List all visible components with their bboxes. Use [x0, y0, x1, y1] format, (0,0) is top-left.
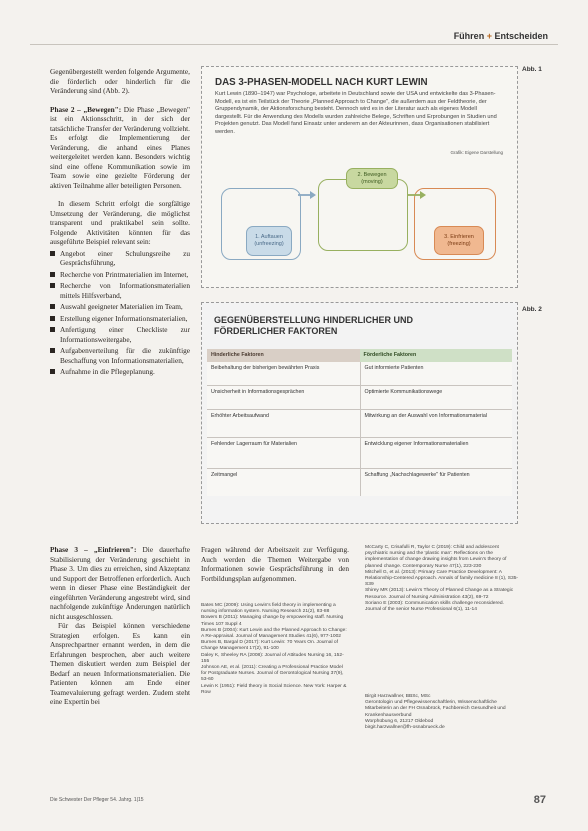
header-foerderliche: Förderliche Faktoren [360, 349, 513, 362]
references-list-2: McCarty C, Crisafulli R, Taylor C (2019): Child and adolescent psychiatric nursing and the 'plastic man': Reflections on the implementation of change drawing insights from Lewin's theory of planned change. Contemporary Nurse 47(1), 223-230 Mitchell G, et al. (2013): Primary Care Practice Development: A Relationship-Centered Approach. Annals of family medicine 8 (1), S35-S39 Shirey MR (2013): Lewin's Theory of Planned Change as a Strategic Resource. Journal of Nursing Administration 43(2), 69-72 Soriano E (2003): Communication skills challenge reconsidered. Journal of the senior Nurse Professional 6(1), 11-14 [365, 545, 519, 613]
table-cell: Zeitmangel [207, 469, 360, 496]
factors-box [201, 302, 518, 524]
header-title: Führen [453, 31, 485, 41]
phase2-box: 2. Bewegen (moving) [346, 168, 398, 189]
author-info: Birgit Harzwallner, BBSc, MSc Gerontologin und Pflegewissenschaftlerin, Wissenschaftliche Mitarbeiterin an der FH Osnabrück, Fachbereich Gesundheit und Krankenhausverbund Worphübung 6, 21217 Oldebod birgit.harzwallner@fh-osnabrueck.de [365, 694, 506, 731]
list-item: Recherche von Printmaterialien im Internet, [50, 270, 190, 280]
figure2-label: Abb. 2 [522, 306, 542, 313]
phase2-text: Die Phase „Bewegen" ist ein Aktionsschritt, in der sich der tatsächliche Transfer der Veränderung vollzieht. Es erfolgt die Implementierung der Veränderung, die anhand eines Planes weitergeleitet werden kann. Besonders wichtig sind eine offene Kommunikation sowie im Team sowie eine gezielte Förderung der aktiven Teilnahme aller beteiligten Personen. [50, 104, 191, 190]
journal-footer: Die Schwester Der Pfleger 54. Jahrg. 1|15 [50, 797, 144, 803]
activities-list [50, 249, 190, 377]
header-hinderliche: Hinderliche Faktoren [207, 349, 360, 362]
phase3-paragraph [50, 545, 190, 621]
list-item: Erstellung eigener Informationsmaterialien, [50, 314, 190, 324]
table-row [207, 362, 512, 386]
arrow-head-icon [420, 191, 426, 199]
table-cell: Schaffung „Nachschlagewerke" für Patienten [360, 469, 513, 496]
header-plus: + [486, 31, 492, 41]
phase1-box: 1. Auftauen (unfreezing) [246, 226, 292, 256]
table-row [207, 469, 512, 496]
figure1-label: Abb. 1 [522, 66, 542, 73]
header-rule [30, 44, 558, 45]
list-item: Aufnahme in die Pflegeplanung. [50, 367, 190, 377]
references-list-1: Bates MC (2009): Using Lewin's field theory in implementing a nursing information system. Nursing Research 21(2), 83-88 Bowers B (2011): Managing change by empowering staff. Nursing Times 107 Suppl 4 Burnes B (2004): Kurt Lewin and the Planned Approach to Change: A Re-appraisal. Journal of Management Studies 41(6), 977-1002 Burnes B, Bargal D (2017): Kurt Lewin: 70 Years On. Journal of Change Management 17(2), 91-100 Daley K, Sheeley RA (2008): Journal of Attitudes Nursing 16, 152-155 Johnson AE, et al. (2011): Creating a Professional Practice Model for Postgraduate Nurses. Journal of Gerontological Nursing 37(9), 53-60 Lewin K (1951): Field theory in Social Science. New York: Harper & Row [201, 603, 347, 695]
activities-paragraph: In diesem Schritt erfolgt die sorgfältige Umsetzung der Veränderung, die möglichst transparent und praktikabel sein sollte. Folgende Aktivitäten könnten für das ausgeführte Beispiel relevant sein: [50, 199, 190, 246]
table-cell: Unsicherheit in Informationsgesprächen [207, 386, 360, 409]
phase3-text: Die dauerhafte Stabilisierung der Veränderung geschieht in Phase 3. Um dies zu erreichen, sind Akzeptanz und Support der Betroffenen erforderlich. Auch wenn in dieser Phase eine Beständigkeit der eingeführten Veränderung angestrebt wird, sind nachfolgende zukünftige Änderungen natürlich nicht ausgeschlossen. [50, 545, 190, 621]
middle-column [201, 545, 349, 583]
page-number: 87 [533, 794, 546, 806]
table-row [207, 386, 512, 410]
table-cell: Gut informierte Patienten [360, 362, 513, 385]
table-cell: Beibehaltung der bisherigen bewährten Praxis [207, 362, 360, 385]
table-cell: Erhöhter Arbeitsaufwand [207, 410, 360, 437]
table-cell: Entwicklung eigener Informationsmaterialien [360, 438, 513, 468]
table-cell: Optimierte Kommunikationswege [360, 386, 513, 409]
section-header [454, 31, 548, 41]
list-item: Aufgabenverteilung für die zukünftige Beschaffung von Informationsmaterialien, [50, 346, 190, 365]
table-cell: Mitwirkung an der Auswahl von Informationsmaterial [360, 410, 513, 437]
left-column [50, 67, 190, 379]
mid-paragraph: Fragen während der Arbeitszeit zur Verfügung. Auch werden die Themen Weitergabe von Informationen sowie Gesprächsführung in den Fortbildungsplan aufgenommen. [201, 545, 349, 583]
phase3-label: Phase 3 – „Einfrieren": [50, 545, 137, 554]
left-column-bottom [50, 545, 190, 707]
list-item: Auswahl geeigneter Materialien im Team, [50, 302, 190, 312]
list-item: Angebot einer Schulungsreihe zu Gesprächsführung, [50, 249, 190, 268]
header-section: Entscheiden [494, 31, 548, 41]
box2-title: GEGENÜBERSTELLUNG HINDERLICHER UND FÖRDERLICHER FAKTOREN [214, 315, 414, 336]
box1-body: Kurt Lewin (1890–1947) war Psychologe, arbeitete in Deutschland sowie der USA und entwickelte das 3-Phasen-Modell, es ist ein Teilstück der Theorie „Planned Approach to Change", die außerdem aus der Feldtheorie, der Gruppendynamik, der Aktionsforschung besteht. Dennoch wird es in der Literatur auch als eigenes Modell dargestellt. Für die Anwendung des Modells wurden zahlreiche Belege, Schriften und Erprobungen in Studien und Projekten genutzt. Das Modell fand Einsatz unter anderem an der Akteurinnen, dass Organisationen stabilisiert werden. [215, 91, 497, 135]
list-item: Recherche von Informationsmaterialien mittels Hilfsverband, [50, 281, 190, 300]
strategy-paragraph: Für das Beispiel können verschiedene Strategien erfolgen. Es kann ein Ansprechpartner ernannt werden, in dem die Erfahrungen besprochen, aber auch weitere Themen diskutiert werden zum Beispiel der Bedarf an neuen Informationsmaterialien. Die Patienten können am Ende einer Teamevaluierung gefragt werden. Zudem steht eine Expertin bei [50, 621, 190, 706]
phase3-box: 3. Einfrieren (freezing) [434, 226, 484, 255]
phase2-label: Phase 2 – „Bewegen": [50, 104, 122, 114]
arrow-head-icon [310, 191, 316, 199]
phase2-paragraph [50, 105, 190, 191]
box1-credit: Grafik: Eigene Darstellung [450, 150, 503, 155]
table-header-row [207, 349, 512, 362]
factors-table [207, 349, 512, 496]
table-row [207, 410, 512, 438]
table-cell: Fehlender Lagerraum für Materialien [207, 438, 360, 468]
intro-paragraph: Gegenübergestellt werden folgende Argumente, die förderlich oder hinderlich für die Veränderung sind (Abb. 2). [50, 67, 190, 95]
list-item: Anfertigung einer Checkliste zur Informationsweitergabe, [50, 325, 190, 344]
table-row [207, 438, 512, 469]
box1-title: DAS 3-PHASEN-MODELL NACH KURT LEWIN [215, 77, 428, 88]
